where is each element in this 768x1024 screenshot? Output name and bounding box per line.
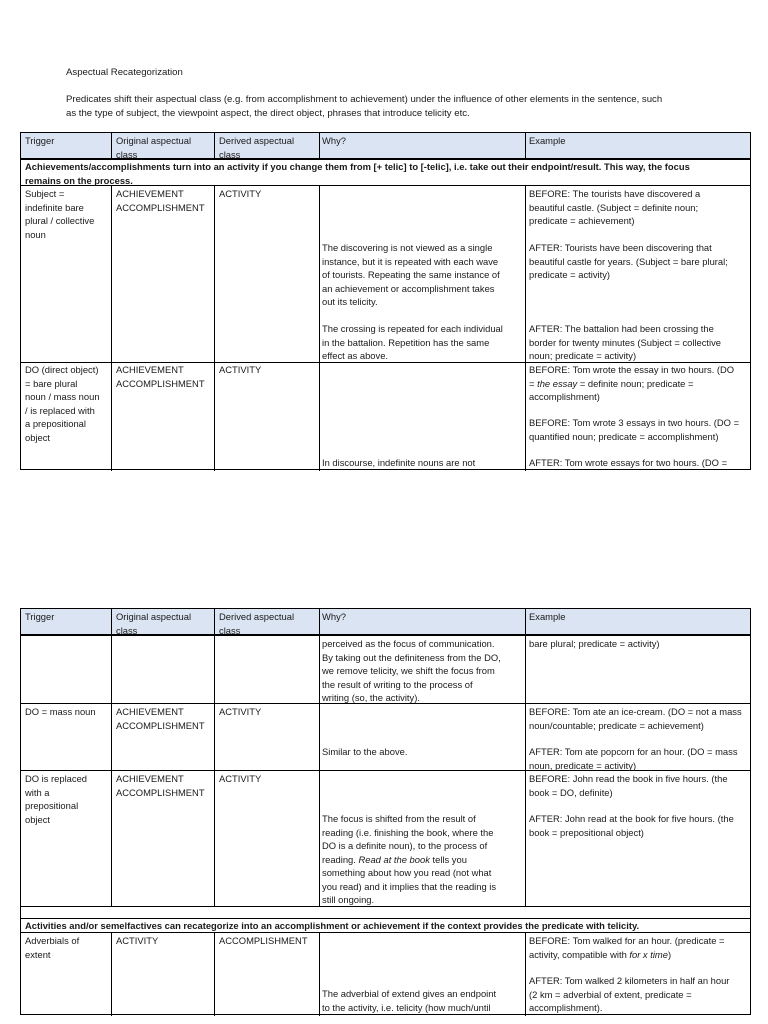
row-mass-noun-example-before xyxy=(529,705,742,732)
row-do-trigger xyxy=(25,363,100,444)
row-prep-object-trigger xyxy=(25,772,87,826)
why-line: instance, but it is repeated with each wave xyxy=(322,255,499,267)
row-subject-example-before xyxy=(529,187,700,228)
why-text: tells you xyxy=(429,853,467,865)
row-subject-trigger xyxy=(25,187,94,241)
row-mass-noun-example-after xyxy=(529,745,738,772)
why-line: the result of writing to the process of xyxy=(322,678,473,690)
trigger-line: object xyxy=(25,813,51,825)
header-derived-line: Derived aspectual xyxy=(219,135,295,146)
row-mass-noun-why: Similar to the above. xyxy=(322,746,408,757)
example-emphasis: the essay xyxy=(537,377,578,389)
class-line: ACHIEVEMENT xyxy=(116,773,184,784)
row-prep-object-original xyxy=(116,772,205,799)
recategorization-table-part-2 xyxy=(20,608,751,1015)
section-heading-line: Achievements/accomplishments turn into an activity if you change them from [+ telic] to [-telic], i.e. take out their endpoint/result. This way, the focus xyxy=(25,161,690,172)
class-line: ACCOMPLISHMENT xyxy=(116,377,205,389)
class-line: ACHIEVEMENT xyxy=(116,364,184,375)
header-trigger: Trigger xyxy=(25,611,55,622)
header-derived-line: Derived aspectual xyxy=(219,611,295,622)
trigger-line: / is replaced with xyxy=(25,404,95,416)
row-mass-noun-original xyxy=(116,705,205,732)
class-line: ACHIEVEMENT xyxy=(116,188,184,199)
why-line: perceived as the focus of communication. xyxy=(322,638,495,649)
header-original-line: class xyxy=(116,148,138,160)
example-line: BEFORE: The tourists have discovered a xyxy=(529,188,701,199)
intro-line: as the type of subject, the viewpoint aspect, the direct object, phrases that introduce telicity etc. xyxy=(66,108,470,119)
why-emphasis: Read at the book xyxy=(358,853,430,865)
example-line: border for twenty minutes (Subject = collective xyxy=(529,336,722,348)
row-adverbial-derived: ACCOMPLISHMENT xyxy=(219,935,308,946)
row-adverbial-original: ACTIVITY xyxy=(116,935,159,946)
section-heading-telic-removal xyxy=(25,160,690,187)
class-line: ACCOMPLISHMENT xyxy=(116,719,205,731)
example-text: activity, compatible with xyxy=(529,948,630,960)
header-why: Why? xyxy=(322,611,346,622)
why-text: reading. xyxy=(322,853,359,865)
example-line: noun/countable; predicate = achievement) xyxy=(529,719,704,731)
header-derived xyxy=(219,134,294,161)
row-adverbial-example-before xyxy=(529,934,725,961)
trigger-line: prepositional xyxy=(25,800,79,811)
row-do-example-before-2 xyxy=(529,416,739,443)
row-mass-noun-trigger: DO = mass noun xyxy=(25,706,96,717)
header-example: Example xyxy=(529,135,566,146)
example-line: beautiful castle. (Subject = definite noun; xyxy=(529,201,699,213)
example-line: AFTER: Tourists have been discovering that xyxy=(529,242,712,253)
why-line: writing (so, the activity). xyxy=(322,692,420,703)
example-line: AFTER: The battalion had been crossing the xyxy=(529,323,714,334)
example-line: noun; predicate = activity) xyxy=(529,350,637,361)
row-adverbial-example-after xyxy=(529,974,729,1015)
example-line: AFTER: John read at the book for five hours. (the xyxy=(529,813,734,824)
why-line: effect as above. xyxy=(322,350,389,361)
header-example: Example xyxy=(529,611,566,622)
row-subject-example-after-2 xyxy=(529,322,721,363)
class-line: ACCOMPLISHMENT xyxy=(116,201,205,213)
example-text: = xyxy=(529,377,538,389)
row-do-example-after: AFTER: Tom wrote essays for two hours. (DO = xyxy=(529,457,728,468)
why-line: The adverbial of extend gives an endpoint xyxy=(322,988,497,999)
header-why: Why? xyxy=(322,135,346,146)
example-line: BEFORE: Tom walked for an hour. (predicate = xyxy=(529,935,725,946)
row-subject-original xyxy=(116,187,205,214)
example-line: (2 km = adverbial of extent, predicate = xyxy=(529,988,692,1000)
why-line: of tourists. Repeating the same instance of xyxy=(322,269,500,280)
why-line: to the activity, i.e. telicity (how much/until xyxy=(322,1001,491,1013)
why-line: you read) and it implies that the reading is xyxy=(322,880,497,892)
row-prep-object-derived: ACTIVITY xyxy=(219,773,262,784)
why-line: The crossing is repeated for each individual xyxy=(322,323,503,334)
why-line: still ongoing. xyxy=(322,894,375,905)
why-line: something about how you read (not what xyxy=(322,867,492,878)
trigger-line: Adverbials of xyxy=(25,935,80,946)
row-do-example-before-1 xyxy=(529,363,734,404)
why-line: out its telicity. xyxy=(322,296,378,307)
class-line: ACHIEVEMENT xyxy=(116,706,184,717)
section-heading-telicity-added: Activities and/or semelfactives can recategorize into an accomplishment or achievement if the context provides the predicate with telicity. xyxy=(25,920,640,931)
example-text: = definite noun; predicate = xyxy=(577,377,694,389)
example-line: predicate = achievement) xyxy=(529,215,635,226)
example-line: noun, predicate = activity) xyxy=(529,759,637,771)
header-original xyxy=(116,610,191,637)
row-do-derived: ACTIVITY xyxy=(219,364,262,375)
why-line xyxy=(322,853,496,867)
why-line: we remove telicity, we shift the focus from xyxy=(322,665,495,676)
example-text: ) xyxy=(667,948,672,960)
example-line: BEFORE: Tom wrote the essay in two hours. (DO xyxy=(529,364,735,375)
intro-line: Predicates shift their aspectual class (e.g. from accomplishment to achievement) under the influence of other elements in the sentence, such xyxy=(66,94,663,105)
example-line: BEFORE: John read the book in five hours. (the xyxy=(529,773,728,784)
header-original-line: Original aspectual xyxy=(116,611,192,622)
recategorization-table-part-1 xyxy=(20,132,751,470)
example-line xyxy=(529,948,725,962)
row-prep-object-why xyxy=(322,812,496,907)
section-heading-line: remains on the process. xyxy=(25,174,133,186)
row-continued-why xyxy=(322,637,501,705)
row-mass-noun-derived: ACTIVITY xyxy=(219,706,262,717)
trigger-line: plural / collective xyxy=(25,215,95,226)
header-derived-line: class xyxy=(219,148,241,160)
class-line: ACCOMPLISHMENT xyxy=(116,786,205,798)
header-derived-line: class xyxy=(219,624,241,636)
row-subject-example-after-1 xyxy=(529,241,728,282)
row-prep-object-example-before xyxy=(529,772,728,799)
row-subject-why-2 xyxy=(322,322,503,363)
example-line: predicate = activity) xyxy=(529,269,611,280)
example-line: book = prepositional object) xyxy=(529,826,644,838)
trigger-line: DO (direct object) xyxy=(25,364,99,375)
example-line: quantified noun; predicate = accomplishment) xyxy=(529,430,719,442)
example-line: accomplishment). xyxy=(529,1002,603,1013)
row-do-original xyxy=(116,363,205,390)
example-emphasis: for x time xyxy=(629,948,668,960)
example-line: AFTER: Tom ate popcorn for an hour. (DO = mass xyxy=(529,746,738,757)
intro-paragraph xyxy=(66,93,706,121)
example-line: AFTER: Tom walked 2 kilometers in half an hour xyxy=(529,975,730,986)
row-adverbial-trigger xyxy=(25,934,79,961)
header-derived xyxy=(219,610,294,637)
trigger-line: indefinite bare xyxy=(25,201,84,213)
example-line xyxy=(529,377,734,391)
trigger-line: = bare plural xyxy=(25,377,78,389)
example-line: BEFORE: Tom wrote 3 essays in two hours. (DO = xyxy=(529,417,740,428)
example-line: BEFORE: Tom ate an ice-cream. (DO = not a mass xyxy=(529,706,742,717)
row-adverbial-why xyxy=(322,987,496,1014)
why-line: The focus is shifted from the result of xyxy=(322,813,476,824)
why-line: DO is a definite noun), to the process of xyxy=(322,840,488,851)
why-line: in the battalion. Repetition has the same xyxy=(322,336,490,348)
trigger-line: object xyxy=(25,431,51,443)
trigger-line: noun / mass noun xyxy=(25,391,100,402)
trigger-line: noun xyxy=(25,228,46,240)
example-line: accomplishment) xyxy=(529,391,600,402)
row-do-why: In discourse, indefinite nouns are not xyxy=(322,457,476,468)
row-subject-derived: ACTIVITY xyxy=(219,188,262,199)
trigger-line: Subject = xyxy=(25,188,65,199)
why-line: reading (i.e. finishing the book, where the xyxy=(322,826,494,838)
document-title: Aspectual Recategorization xyxy=(66,67,183,78)
row-continued-example: bare plural; predicate = activity) xyxy=(529,638,660,649)
why-line: By taking out the definiteness from the DO, xyxy=(322,651,501,663)
trigger-line: with a xyxy=(25,786,50,798)
row-prep-object-example-after xyxy=(529,812,734,839)
row-subject-why-1 xyxy=(322,241,500,309)
why-line: an achievement or accomplishment takes xyxy=(322,282,495,294)
trigger-line: extent xyxy=(25,948,51,960)
example-line: book = DO, definite) xyxy=(529,786,613,798)
why-line: The discovering is not viewed as a single xyxy=(322,242,493,253)
trigger-line: a prepositional xyxy=(25,418,86,429)
trigger-line: DO is replaced xyxy=(25,773,88,784)
example-line: beautiful castle for years. (Subject = bare plural; xyxy=(529,255,728,267)
header-original-line: class xyxy=(116,624,138,636)
header-original xyxy=(116,134,191,161)
header-trigger: Trigger xyxy=(25,135,55,146)
header-original-line: Original aspectual xyxy=(116,135,192,146)
